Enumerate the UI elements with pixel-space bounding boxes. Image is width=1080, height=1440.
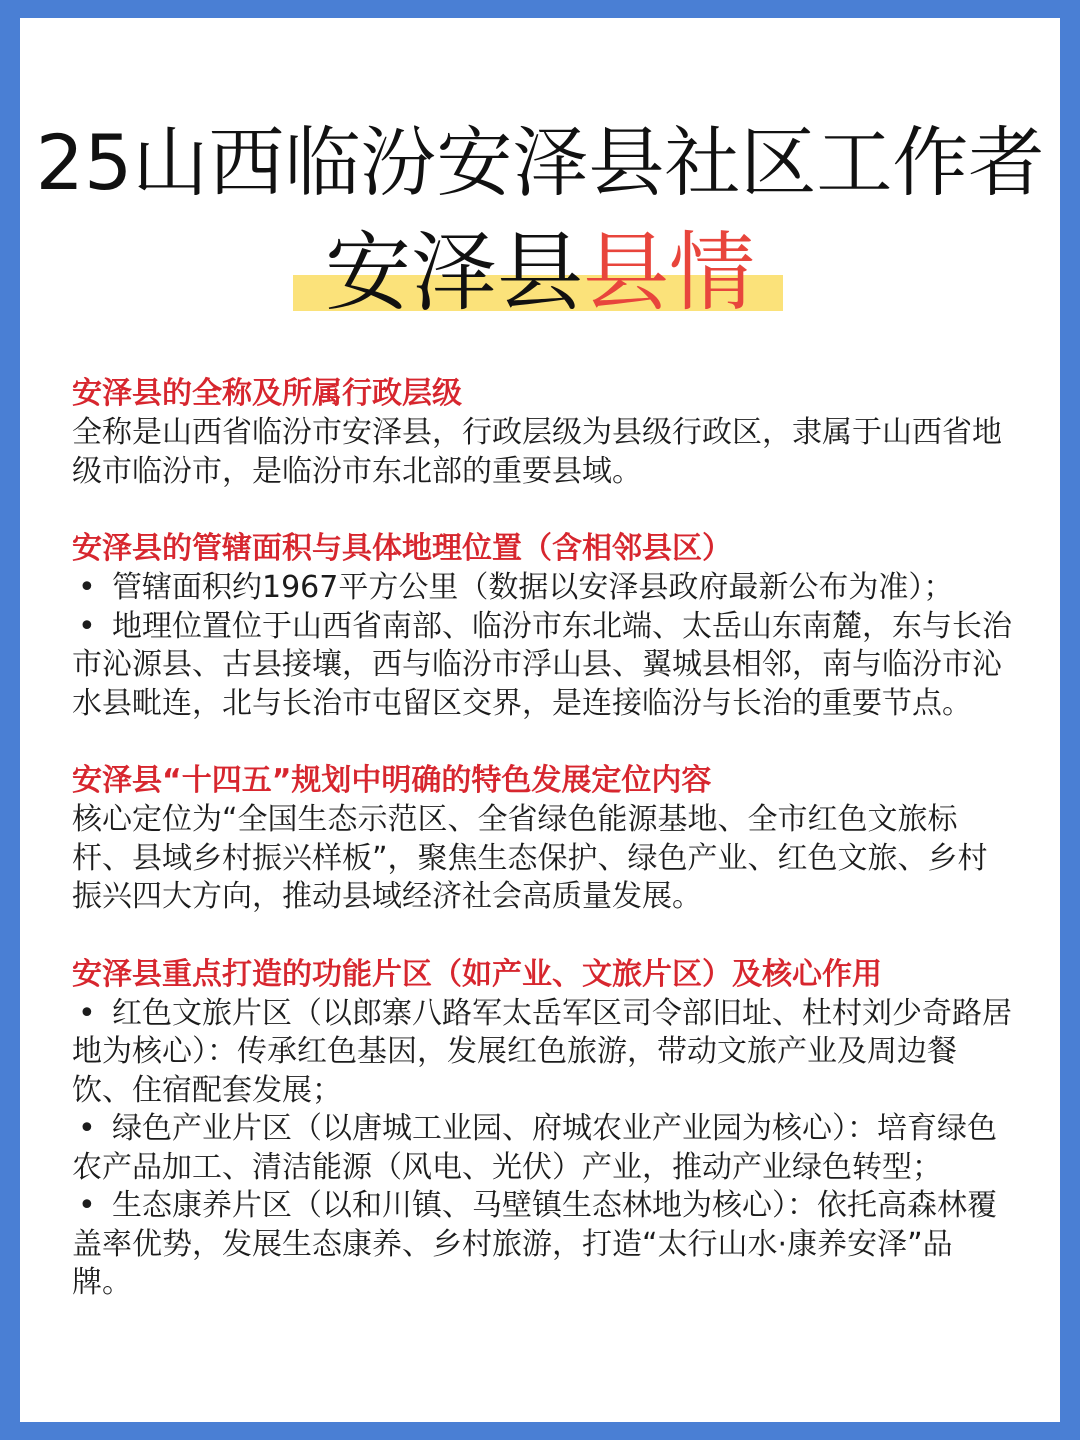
bullet-text: 红色文旅片区（以郎寨八路军太岳军区司令部旧址、杜村刘少奇路居地为核心）：传承红色基因，发展红色旅游，带动文旅产业及周边餐饮、住宿配套发展；	[72, 995, 1012, 1108]
page-title: 25山西临汾安泽县社区工作者	[35, 118, 1045, 207]
subtitle	[20, 223, 1060, 323]
bullet-dot: •	[78, 995, 96, 1031]
subtitle-county: 安泽县	[325, 223, 583, 323]
bullet-item	[72, 995, 1012, 1111]
section-development-plan	[72, 761, 1012, 917]
section-title: 安泽县的全称及所属行政层级	[72, 376, 462, 411]
section-paragraph: 核心定位为“全国生态示范区、全省绿色能源基地、全市红色文旅标杆、县域乡村振兴样板”，聚焦生态保护、绿色产业、红色文旅、乡村振兴四大方向，推动县域经济社会高质量发展。	[72, 802, 988, 914]
bullet-item	[72, 608, 1012, 724]
section-admin-level	[72, 374, 1012, 491]
bullet-item	[72, 1187, 1012, 1303]
bullet-item	[72, 569, 1012, 608]
bullet-text: 管辖面积约1967平方公里（数据以安泽县政府最新公布为准）；	[112, 570, 954, 605]
bullet-dot: •	[78, 608, 96, 644]
bullet-dot: •	[78, 570, 96, 605]
bullet-item	[72, 1110, 1012, 1187]
section-area-location	[72, 529, 1012, 723]
bullet-dot: •	[78, 1111, 96, 1146]
bullet-text: 绿色产业片区（以唐城工业园、府城农业产业园为核心）：培育绿色农产品加工、清洁能源（风电、光伏）产业，推动产业绿色转型；	[72, 1111, 997, 1185]
section-paragraph: 全称是山西省临汾市安泽县，行政层级为县级行政区，隶属于山西省地级市临汾市，是临汾市东北部的重要县域。	[72, 415, 1002, 489]
section-title: 安泽县“十四五”规划中明确的特色发展定位内容	[72, 763, 712, 798]
bullet-text: 生态康养片区（以和川镇、马壁镇生态林地为核心）：依托高森林覆盖率优势，发展生态康养、乡村旅游，打造“太行山水·康养安泽”品牌。	[72, 1188, 997, 1300]
bullet-dot: •	[78, 1188, 96, 1223]
section-functional-zones	[72, 955, 1012, 1303]
article-body	[72, 374, 1012, 1341]
subtitle-emphasis: 县情	[583, 223, 755, 323]
subtitle-highlight-group	[315, 223, 765, 323]
section-title: 安泽县重点打造的功能片区（如产业、文旅片区）及核心作用	[72, 956, 882, 992]
content-card	[20, 18, 1060, 1422]
section-title: 安泽县的管辖面积与具体地理位置（含相邻县区）	[72, 531, 732, 566]
bullet-text: 地理位置位于山西省南部、临汾市东北端、太岳山东南麓，东与长治市沁源县、古县接壤，西与临汾市浮山县、翼城县相邻，南与临汾市沁水县毗连，北与长治市屯留区交界，是连接临汾与长治的重要节点。	[72, 608, 1012, 721]
